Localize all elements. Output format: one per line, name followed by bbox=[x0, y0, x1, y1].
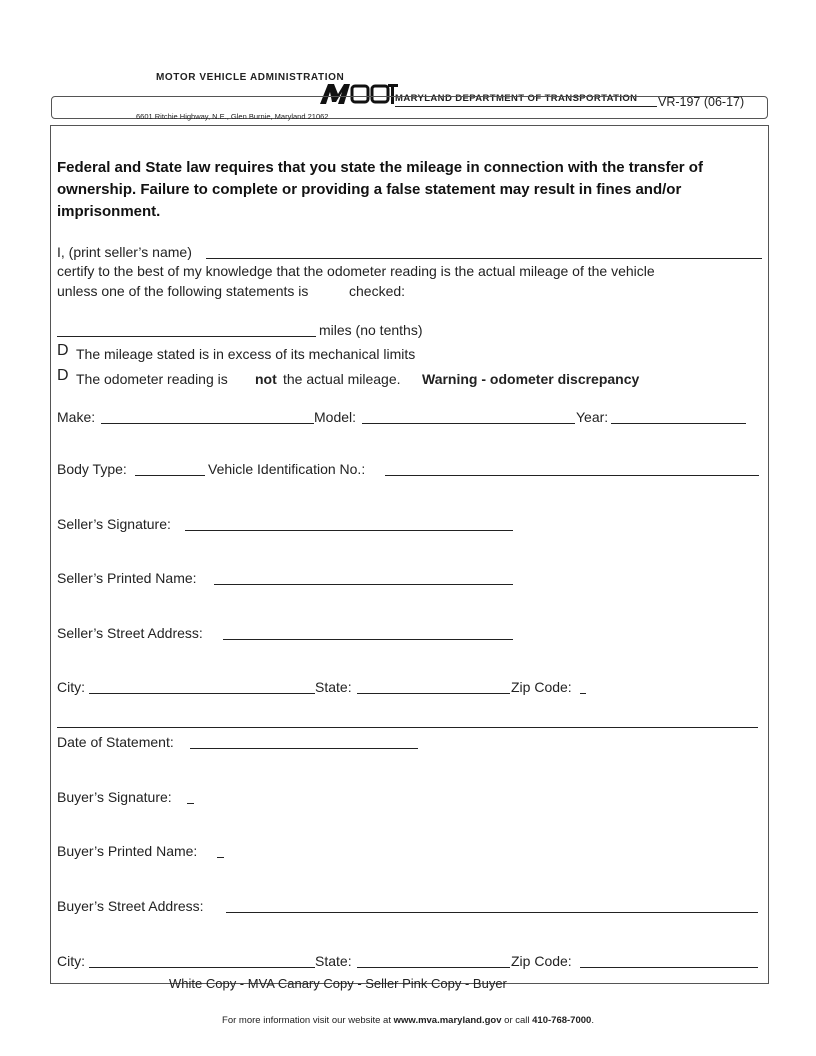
seller-zip-label: Zip Code: bbox=[511, 679, 572, 695]
seller-printed-name-label: Seller’s Printed Name: bbox=[57, 570, 197, 586]
buyer-zip-field[interactable] bbox=[580, 953, 758, 968]
statement-not-actual-suffix: the actual mileage. bbox=[283, 371, 401, 387]
copy-distribution: White Copy - MVA Canary Copy - Seller Pink Copy - Buyer bbox=[169, 976, 507, 991]
statement-not-actual-prefix: The odometer reading is bbox=[76, 371, 228, 387]
date-label: Date of Statement: bbox=[57, 734, 174, 750]
buyer-address-field[interactable] bbox=[226, 898, 758, 913]
certify-line-2: unless one of the following statements is bbox=[57, 283, 309, 299]
seller-signature-label: Seller’s Signature: bbox=[57, 516, 171, 532]
agency-name: MOTOR VEHICLE ADMINISTRATION bbox=[156, 72, 345, 83]
miles-field[interactable] bbox=[57, 322, 316, 337]
buyer-signature-label: Buyer’s Signature: bbox=[57, 789, 172, 805]
buyer-printed-name-label: Buyer’s Printed Name: bbox=[57, 843, 198, 859]
seller-city-label: City: bbox=[57, 679, 85, 695]
seller-signature-field[interactable] bbox=[185, 516, 513, 531]
seller-address-field[interactable] bbox=[223, 625, 513, 640]
seller-state-label: State: bbox=[315, 679, 352, 695]
vin-field[interactable] bbox=[385, 461, 759, 476]
year-field[interactable] bbox=[611, 409, 746, 424]
department-name: MARYLAND DEPARTMENT OF TRANSPORTATION bbox=[395, 93, 638, 104]
seller-name-label: I, (print seller’s name) bbox=[57, 244, 192, 260]
body-type-label: Body Type: bbox=[57, 461, 127, 477]
model-field[interactable] bbox=[362, 409, 575, 424]
model-label: Model: bbox=[314, 409, 357, 425]
buyer-address-label: Buyer’s Street Address: bbox=[57, 898, 204, 914]
buyer-city-field[interactable] bbox=[89, 953, 315, 968]
seller-zip-field[interactable] bbox=[580, 679, 586, 694]
seller-city-field[interactable] bbox=[89, 679, 315, 694]
seller-printed-name-field[interactable] bbox=[214, 570, 513, 585]
footer-pre: For more information visit our website at bbox=[222, 1015, 394, 1026]
certify-checked-label: checked: bbox=[349, 283, 406, 299]
seller-name-field[interactable] bbox=[206, 244, 762, 259]
footer-end: . bbox=[591, 1015, 594, 1026]
date-field[interactable] bbox=[190, 734, 418, 749]
footer-phone: 410-768-7000 bbox=[532, 1015, 592, 1026]
odometer-warning: Warning - odometer discrepancy bbox=[422, 371, 640, 387]
buyer-zip-label: Zip Code: bbox=[511, 953, 572, 969]
buyer-printed-name-field[interactable] bbox=[217, 843, 224, 858]
statement-not-word: not bbox=[255, 371, 277, 387]
seller-address-label: Seller’s Street Address: bbox=[57, 625, 203, 641]
miles-label: miles (no tenths) bbox=[319, 322, 423, 338]
legal-notice: Federal and State law requires that you state the mileage in connection with the transfer of ownership. Failure to complete or providing a false statement may result in fines and/or imprisonment. bbox=[57, 159, 703, 220]
statement-mechanical-limits: The mileage stated is in excess of its mechanical limits bbox=[76, 346, 416, 362]
agency-address: 6601 Ritchie Highway, N.E., Glen Burnie, Maryland 21062 bbox=[136, 112, 329, 121]
footer-mid: or call bbox=[501, 1015, 533, 1026]
buyer-state-field[interactable] bbox=[357, 953, 510, 968]
vin-label: Vehicle Identification No.: bbox=[208, 461, 366, 477]
body-type-field[interactable] bbox=[135, 461, 205, 476]
odometer-discrepancy-checkbox[interactable]: D bbox=[57, 367, 69, 384]
footer-url-link[interactable]: www.mva.maryland.gov bbox=[393, 1015, 502, 1026]
section-divider bbox=[57, 713, 758, 728]
make-label: Make: bbox=[57, 409, 96, 425]
make-field[interactable] bbox=[101, 409, 314, 424]
buyer-state-label: State: bbox=[315, 953, 352, 969]
buyer-signature-field[interactable] bbox=[187, 789, 194, 804]
year-label: Year: bbox=[576, 409, 609, 425]
mechanical-limits-checkbox[interactable]: D bbox=[57, 342, 69, 359]
certify-line-1: certify to the best of my knowledge that the odometer reading is the actual mileage of the vehicle bbox=[57, 263, 655, 279]
footer-info bbox=[0, 1015, 816, 1026]
buyer-city-label: City: bbox=[57, 953, 85, 969]
seller-state-field[interactable] bbox=[357, 679, 510, 694]
form-number: VR-197 (06-17) bbox=[658, 95, 745, 109]
